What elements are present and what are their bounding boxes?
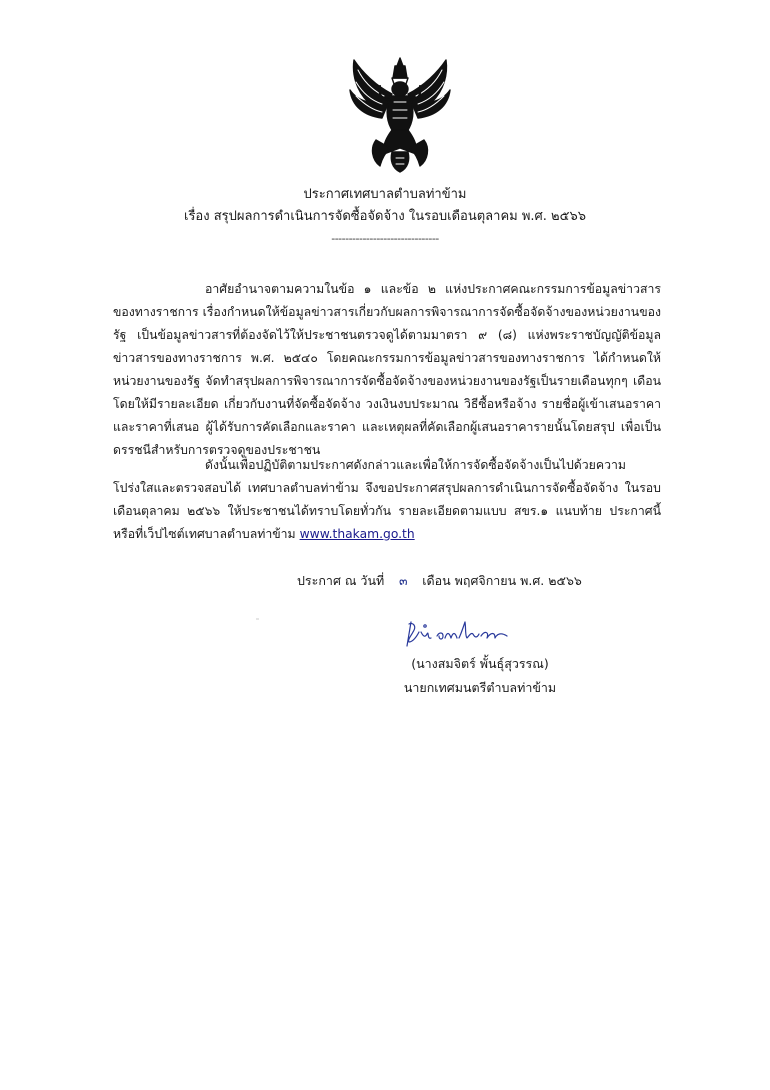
announcement-heading: ประกาศเทศบาลตำบลท่าข้าม <box>303 187 467 202</box>
date-day: ๓ <box>398 573 408 588</box>
scan-speck <box>256 618 259 620</box>
signer-title: นายกเทศมนตรีตำบลท่าข้าม <box>403 680 557 695</box>
body-paragraph-2-text: ดังนั้นเพื่อปฏิบัติตามประกาศดังกล่าวและเพื่อให้การจัดซื้อจัดจ้างเป็นไปด้วยความโปร่งใสและตรวจสอบได้ เทศบาลตำบลท่าข้าม จึงขอประกาศสรุปผลการดำเนินการจัดซื้อจัดจ้าง ในรอบเดือนตุลาคม ๒๕๖๖ ให้ประชาชนได้ทราบโดยทั่วกัน รายละเอียดตามแบบ สขร.๑ แนบท้าย ประกาศนี้ หรือที่เว็ปไซต์เทศบาลตำบลท่าข้าม <box>113 458 661 541</box>
signer-name: (นางสมจิตร์ พั้นธุ์สุวรรณ) <box>411 656 549 671</box>
date-prefix: ประกาศ ณ วันที่ <box>297 573 385 588</box>
handwritten-signature <box>403 618 513 652</box>
garuda-emblem-icon <box>346 56 454 174</box>
website-link[interactable]: www.thakam.go.th <box>299 527 415 541</box>
heading-divider: ------------------------------- <box>331 232 439 245</box>
body-paragraph-2 <box>113 454 661 546</box>
announcement-date <box>297 570 582 592</box>
date-suffix: เดือน พฤศจิกายน พ.ศ. ๒๕๖๖ <box>422 573 582 588</box>
announcement-subject: เรื่อง สรุปผลการดำเนินการจัดซื้อจัดจ้าง ในรอบเดือนตุลาคม พ.ศ. ๒๕๖๖ <box>184 209 586 224</box>
body-paragraph-1: อาศัยอำนาจตามความในข้อ ๑ และข้อ ๒ แห่งประกาศคณะกรรมการข้อมูลข่าวสารของทางราชการ เรื่องกำหนดให้ข้อมูลข่าวสารเกี่ยวกับผลการพิจารณาการจัดซื้อจัดจ้างของหน่วยงานของรัฐ เป็นข้อมูลข่าวสารที่ต้องจัดไว้ให้ประชาชนตรวจดูได้ตามมาตรา ๙ (๘) แห่งพระราชบัญญัติข้อมูลข่าวสารของทางราชการ พ.ศ. ๒๕๔๐ โดยคณะกรรมการข้อมูลข่าวสารของทางราชการ ได้กำหนดให้หน่วยงานของรัฐ จัดทำสรุปผลการพิจารณาการจัดซื้อจัดจ้างของหน่วยงานของรัฐเป็นรายเดือนทุกๆ เดือน โดยให้มีรายละเอียด เกี่ยวกับงานที่จัดซื้อจัดจ้าง วงเงินงบประมาณ วิธีซื้อหรือจ้าง รายชื่อผู้เข้าเสนอราคาและราคาที่เสนอ ผู้ได้รับการคัดเลือกและราคา และเหตุผลที่คัดเลือกผู้เสนอราคารายนั้นโดยสรุป เพื่อเป็นดรรชนีสำหรับการตรวจดูของประชาชน <box>113 282 661 457</box>
